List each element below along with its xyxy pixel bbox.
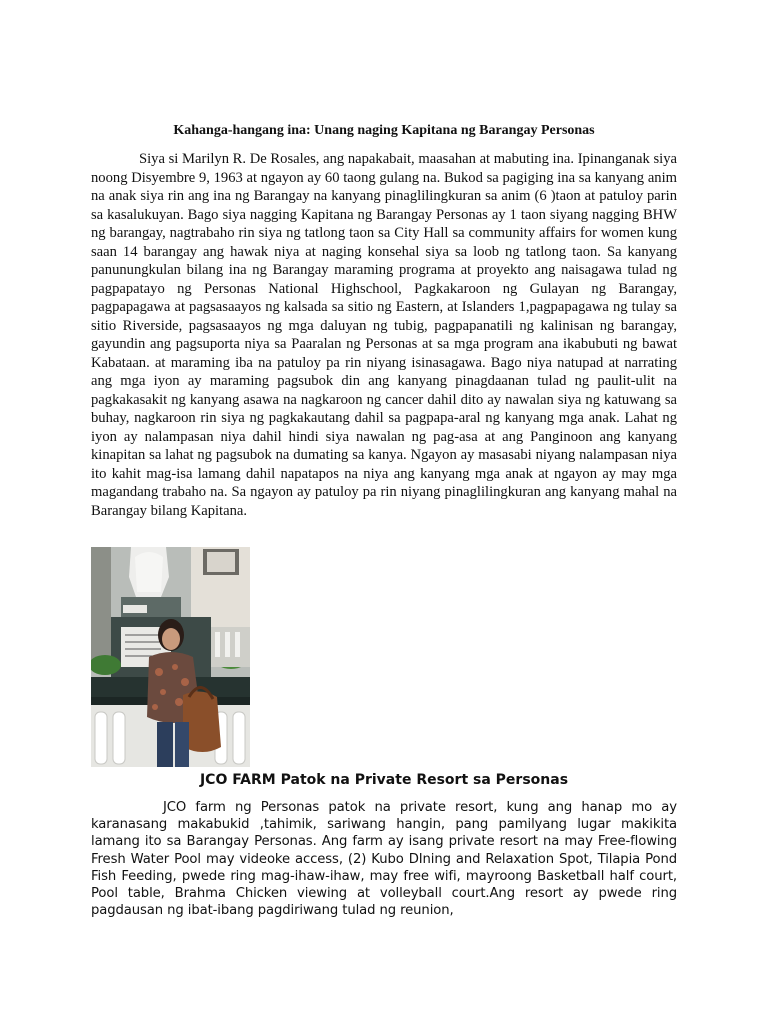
photo-marilyn-de-rosales bbox=[91, 547, 250, 767]
article-title-jco-farm: JCO FARM Patok na Private Resort sa Personas bbox=[199, 772, 569, 788]
article-title-kapitana: Kahanga-hangang ina: Unang naging Kapitana ng Barangay Personas bbox=[173, 123, 595, 138]
article-body-jco-farm: JCO farm ng Personas patok na private resort, kung ang hanap mo ay karanasang makabukid ,tahimik, sariwang hangin, pang pamilyang lugar makikita lamang ito sa Barangay Personas. Ang farm ay isang private resort na may Free-flowing Fresh Water Pool may videoke access, (2) Kubo DIning and Relaxation Spot, Tilapia Pond Fish Feeding, pwede ring mag-ihaw-ihaw, may free wifi, mayroong Basketball half court, Pool table, Brahma Chicken viewing at volleyball court.Ang resort ay pwede ring pagdausan ng ibat-ibang pagdiriwang tulad ng reunion, bbox=[91, 800, 677, 919]
article-body-kapitana: Siya si Marilyn R. De Rosales, ang napakabait, maasahan at mabuting ina. Ipinanganak siya noong Disyembre 9, 1963 at ngayon ay 60 taong gulang na. Bukod sa pagiging ina sa kanyang anim na anak siya rin ang ina ng Barangay na kanyang pinaglilingkuran sa anim (6 )taon at patuloy parin sa kasalukuyan. Bago siya nagging Kapitana ng Barangay Personas ay 1 taon siyang nagging BHW ng barangay, nagtrabaho rin siya ng tatlong taon sa City Hall sa community affairs for women kung saan 14 barangay ang hawak niya at naging konsehal siya sa loob ng tatlong taon. Sa kanyang panunungkulan bilang ina ng Barangay maraming programa at proyekto ang naisagawa tulad ng pagpapatayo ng Personas National Highschool, Pagkakaroon ng Gulayan ng Barangay, pagpapagawa at pagsasaayos ng kalsada sa sitio ng Eastern, at Islanders 1,pagpapagawa ng tulay sa sitio Riverside, pagsasaayos ng mga daluyan ng tubig, pagpapanatili ng kalinisan ng barangay, gayundin ang pagsuporta niya sa Paaralan ng Personas at sa mga program ana ikabubuti ng bawat Kabataan. at maraming iba na patuloy pa rin niyang isinasagawa. Bago niya natupad at narrating ang mga iyon ay maraming pagsubok din ang kanyang pinagdaanan tulad ng paulit-ulit na pagkakasakit ng kanyang asawa na nagkaroon ng cancer dahil dito ay nawalan siya ng katuwang sa buhay, nagkaroon rin siya ng pagkakautang dahil sa pagpapa-aral ng kanyang mga anak. Lahat ng iyon ay nalampasan niya dahil hindi siya nawalan ng pag-asa at ang Panginoon ang kanyang kinapitan sa lahat ng pagsubok na dumating sa kanya. Ngayon ay masasabi niyang nalampasan niya ito kahit mag-isa lamang dahil napatapos na niya ang kanyang mga anak at ngayon ay may mga magandang trabaho na. Sa ngayon ay patuloy pa rin niyang pinaglilingkuran ang kanyang mahal na Barangay bilang Kapitana. bbox=[91, 151, 677, 519]
